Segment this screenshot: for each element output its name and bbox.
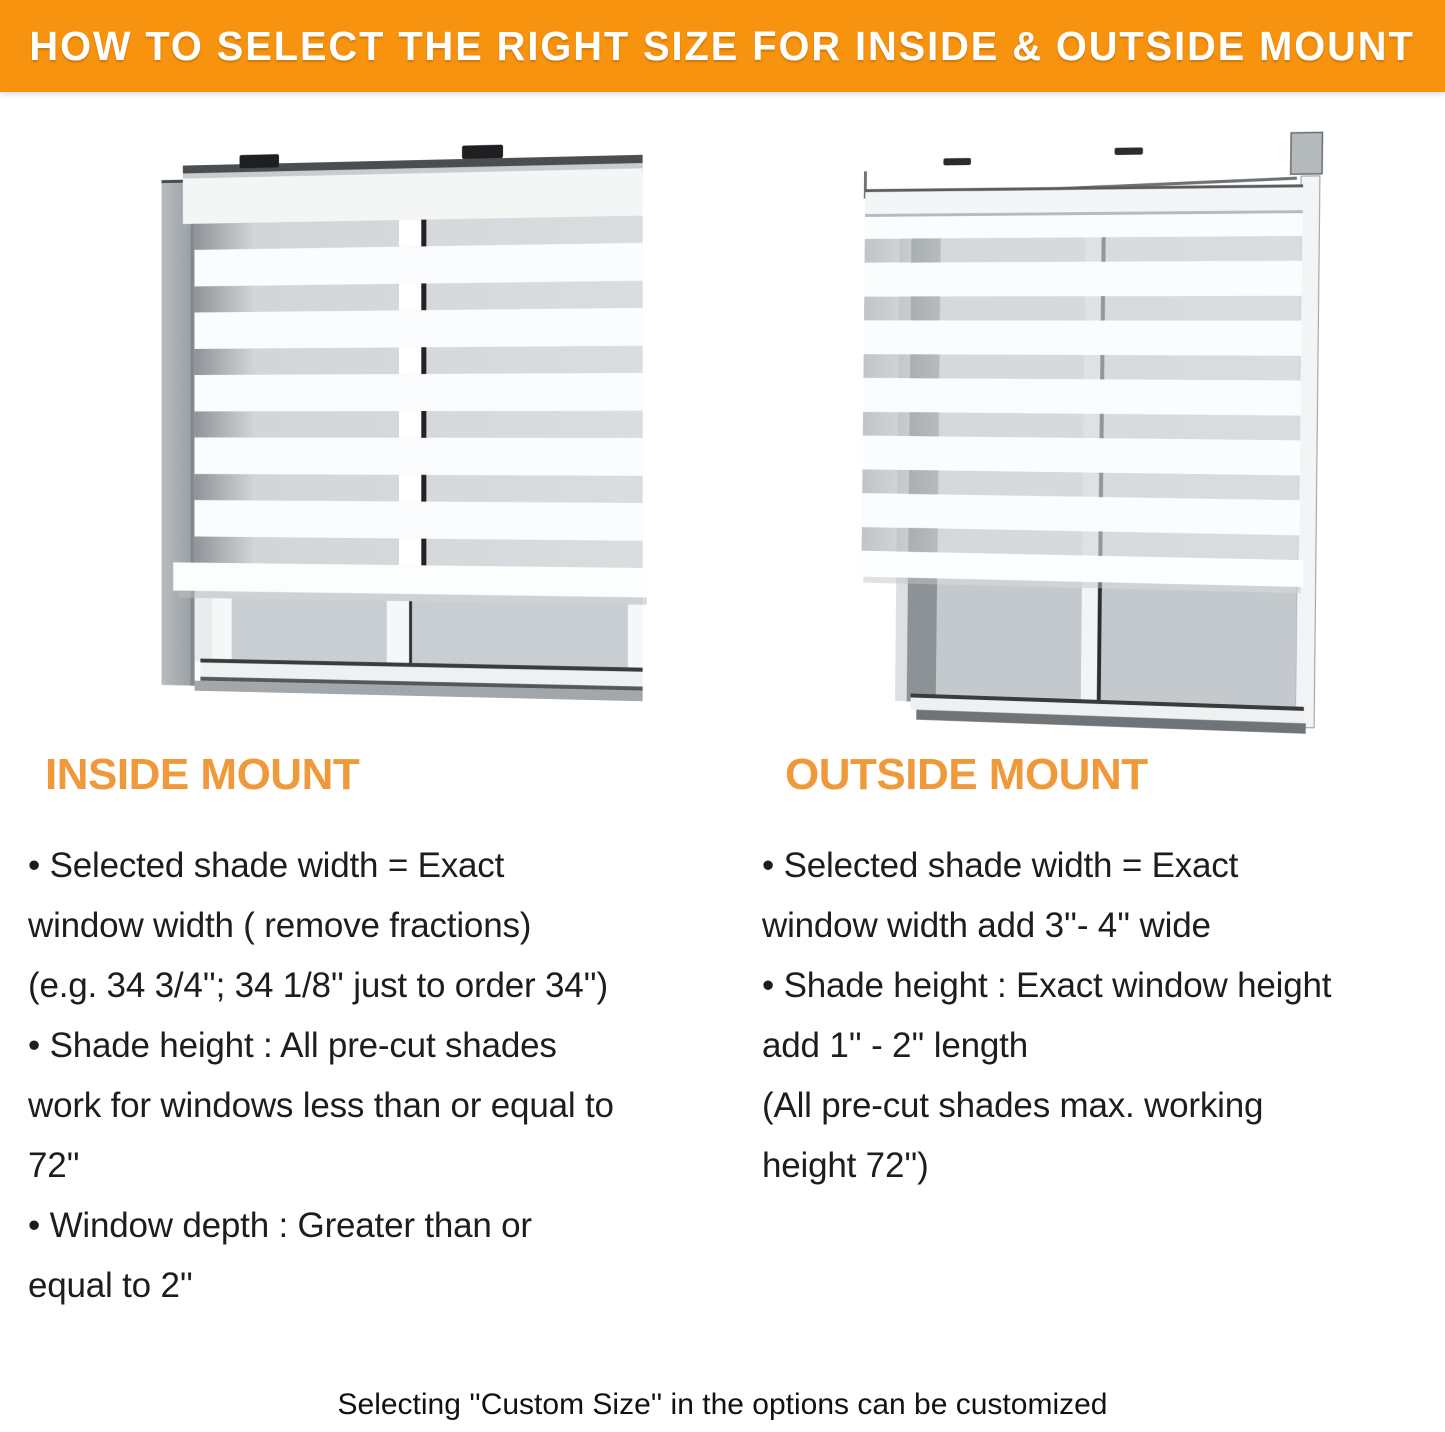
inside-mount-instructions <box>28 836 718 1316</box>
bullet-line: 72'' <box>28 1146 80 1185</box>
header-banner <box>0 0 1445 92</box>
bullet-line: (e.g. 34 3/4''; 34 1/8'' just to order 34'') <box>28 966 608 1005</box>
inside-mount-illustration <box>148 140 648 715</box>
bullet-line: work for windows less than or equal to <box>28 1086 614 1125</box>
bullet-line: add 1'' - 2'' length <box>762 1026 1028 1065</box>
page-title: HOW TO SELECT THE RIGHT SIZE FOR INSIDE & OUTSIDE MOUNT <box>29 22 1416 69</box>
bullet-line: window width ( remove fractions) <box>28 906 532 945</box>
bullet-line: • Selected shade width = Exact <box>28 846 505 885</box>
headrail <box>865 184 1303 217</box>
bullet-line: height 72'') <box>762 1146 929 1185</box>
outside-mount-instructions <box>762 836 1442 1196</box>
bullet-line: equal to 2'' <box>28 1266 193 1305</box>
bullet-line: • Window depth : Greater than or <box>28 1206 532 1245</box>
inside-mount-window-graphic <box>156 134 651 722</box>
outside-mount-window-graphic <box>856 126 1330 747</box>
bullet-line: • Shade height : Exact window height <box>762 966 1332 1005</box>
custom-size-note: Selecting ''Custom Size'' in the options can be customized <box>337 1388 1108 1421</box>
outside-mount-heading: OUTSIDE MOUNT <box>785 750 1148 799</box>
lower-window-panes <box>936 584 1297 706</box>
outside-mount-illustration <box>852 130 1324 738</box>
bullet-line: • Selected shade width = Exact <box>762 846 1239 885</box>
bullet-line: (All pre-cut shades max. working <box>762 1086 1264 1125</box>
zebra-shade <box>857 213 1307 593</box>
zebra-shade <box>173 168 647 604</box>
inside-mount-heading: INSIDE MOUNT <box>45 750 360 799</box>
hem-bar <box>173 562 647 604</box>
lower-window-panes <box>212 598 643 670</box>
bullet-line: • Shade height : All pre-cut shades <box>28 1026 557 1065</box>
bullet-line: window width add 3''- 4'' wide <box>762 906 1211 945</box>
